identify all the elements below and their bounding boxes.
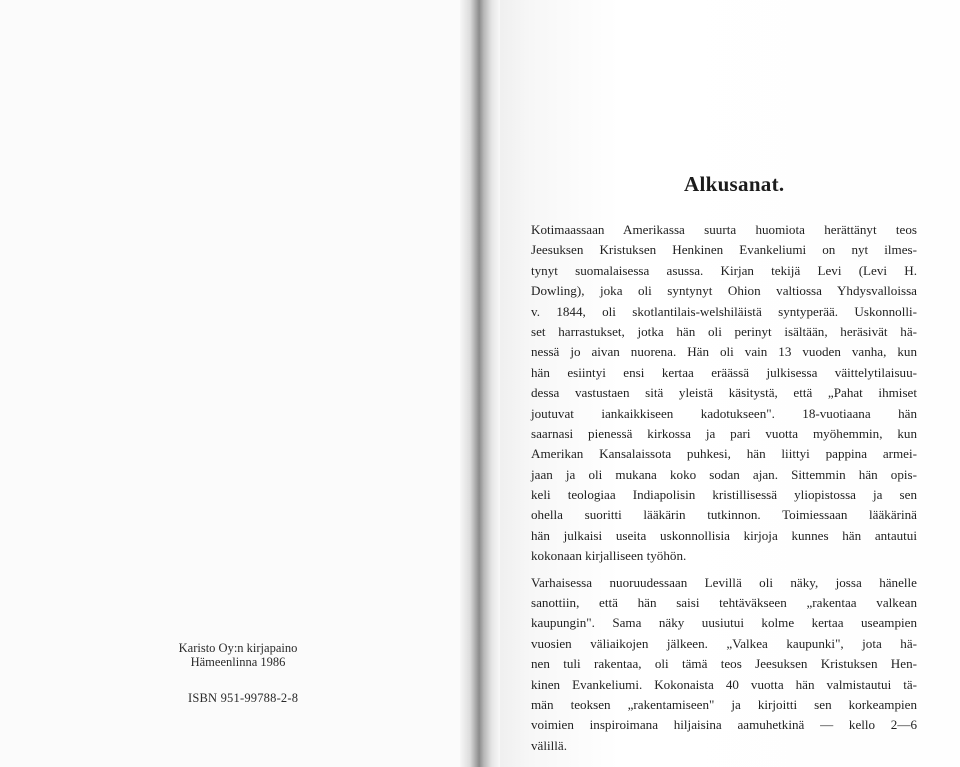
text-line: Kotimaassaan Amerikassa suurta huomiota herättänyt teos [531, 222, 917, 237]
text-line: välillä. [531, 737, 567, 753]
text-line: hän julkaisi useita uskonnollisia kirjoja kunnes hän antautui [531, 527, 917, 543]
page-title: Alkusanat. [684, 172, 785, 196]
printer-colophon [168, 641, 308, 669]
text-line: set harrastukset, jotka hän oli perinyt isältään, heräsivät hä- [531, 323, 917, 339]
isbn: ISBN 951-99788-2-8 [188, 691, 299, 705]
text-line: vuosien väliaikojen jälkeen. „Valkea kaupunki", jota hä- [531, 635, 917, 651]
text-line: sanottiin, että hän saisi tehtäväkseen „rakentaa valkean [531, 595, 917, 611]
book-gutter [460, 0, 500, 767]
text-line: Dowling), joka oli syntynyt Ohion valtiossa Yhdysvalloissa [531, 283, 917, 299]
text-line: Amerikan Kansalaissota puhkesi, hän liittyi pappina armei- [531, 446, 917, 462]
text-line: dessa vastustaen sitä yleistä käsitystä, että „Pahat ihmiset [531, 385, 917, 401]
text-line: nessä jo aivan nuorena. Hän oli vain 13 vuoden vanha, kun [531, 344, 917, 360]
text-line: joutuvat iankaikkiseen kadotukseen". 18-vuotiaana hän [531, 405, 917, 421]
text-line: nen tuli rakentaa, oli tämä teos Jeesuksen Kristuksen Hen- [531, 656, 917, 672]
text-line: Jeesuksen Kristuksen Henkinen Evankeliumi on nyt ilmes- [531, 242, 917, 258]
text-line: hän esiintyi ensi kertaa eräässä julkisessa väittelytilaisuu- [531, 364, 917, 380]
printer-name: Karisto Oy:n kirjapaino [178, 641, 298, 655]
text-line: voimien inspiroimana hiljaisina aamuhetkinä — kello 2—6 [531, 717, 917, 733]
text-line: saarnasi pienessä kirkossa ja pari vuotta myöhemmin, kun [531, 425, 917, 441]
left-page [0, 0, 472, 767]
printer-place-year: Hämeenlinna 1986 [190, 655, 286, 669]
paragraph-1 [531, 220, 917, 567]
text-line: ohella suoritti lääkärin tutkinnon. Toimiessaan lääkärinä [531, 507, 917, 523]
text-line: v. 1844, oli skotlantilais-welshiläistä syntyperää. Uskonnolli- [531, 303, 917, 319]
text-line: keli teologiaa Indiapolisin kristillisessä yliopistossa ja sen [531, 487, 917, 503]
paragraph-2 [531, 573, 917, 757]
text-line: tynyt suomalaisessa asussa. Kirjan tekijä Levi (Levi H. [531, 262, 917, 278]
text-line: män teoksen „rakentamiseen" ja kirjoitti sen korkeampien [531, 696, 917, 712]
text-line: Varhaisessa nuoruudessaan Levillä oli näky, jossa hänelle [531, 574, 917, 590]
text-line: kokonaan kirjalliseen työhön. [531, 548, 687, 564]
text-line: kinen Evankeliumi. Kokonaista 40 vuotta hän valmistautui tä- [531, 676, 917, 692]
foreword-text [531, 220, 917, 756]
text-line: jaan ja oli mukana koko sodan ajan. Sittemmin hän opis- [531, 466, 917, 482]
text-line: kaupungin". Sama näky uusiutui kolme kertaa useampien [531, 615, 917, 631]
